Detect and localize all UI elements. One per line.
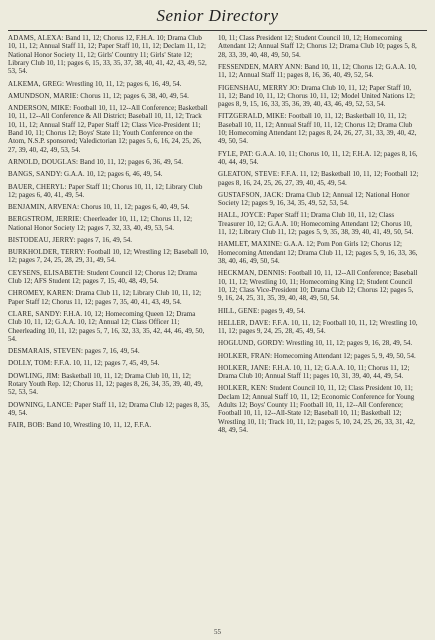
student-activities: Band 10, 11, 12; Chorus 12; G.A.A. 10, 11, 12; Annual Staff 11; pages 8, 16, 36, 40, 49, 52, 54.: [218, 62, 417, 80]
student-name: BANGS, SANDY:: [8, 170, 63, 179]
directory-entry: [218, 191, 420, 208]
student-activities: F.H.A. 10, 12; Homecoming Queen 12; Drama Club 10, 11, 12; G.A.A. 10, 12; Annual 12; Class Officer 11; Cheerleading 10, 11, 12; pages 5, 7, 16, 32, 33, 35, 42, 44, 46, 49, 50, 54.: [8, 309, 205, 343]
directory-entry: [218, 211, 420, 236]
directory-entry: [8, 269, 210, 286]
student-activities: G.A.A. 10, 11; Chorus 10, 11, 12; F.H.A. 12; pages 8, 16, 40, 44, 49, 54.: [218, 149, 418, 167]
student-name: BISTODEAU, JERRY:: [8, 235, 76, 244]
student-activities: G.A.A. 10, 12; pages 6, 46, 49, 54.: [62, 170, 163, 179]
student-name: HOLKER, KEN:: [218, 384, 268, 393]
directory-entry: [218, 112, 420, 145]
student-activities: Football 10, 11, 12; Basketball 10, 11, 12; Baseball 10, 11, 12; Annual Staff 10, 11, 12; Chorus 12; Drama Club 10; Homecoming Attendant 12; pages 8, 24, 26, 27, 31, 33, 39, 40, 42, 49, 50, 54.: [218, 112, 417, 146]
directory-entry: [8, 104, 210, 154]
student-name: FYLE, PAT:: [218, 149, 254, 158]
student-activities: Paper Staff 11; Chorus 10, 11, 12; Library Club 12; pages 6, 40, 41, 49, 54.: [8, 182, 203, 199]
student-name: HAMLET, MAXINE:: [218, 240, 282, 249]
student-activities: Band 10, Wrestling 10, 11, 12, F.F.A.: [44, 421, 152, 430]
student-activities: pages 7, 16, 49, 54.: [83, 347, 140, 356]
directory-entry: [218, 307, 420, 315]
student-name: AMUNDSON, MARIE:: [8, 91, 79, 100]
directory-entry: [218, 150, 420, 167]
student-activities: Football 10, 11, 12--All Conference; Baseball 10, 11, 12; Wrestling 10, 11; Homecoming King 12; Student Council 10, 12; Class Vice-President 10; Drama Club 12; Chorus 12; pages 5, 9, 16, 24, 25, 31, 35, 39, 40, 48, 49, 50, 54.: [218, 269, 418, 303]
student-name: HECKMAN, DENNIS:: [218, 269, 287, 278]
student-name: DOWLING, JIM:: [8, 371, 60, 380]
student-activities: Student Council 12; Chorus 12; Drama Club 12; AFS Student 12; pages 7, 15, 40, 48, 49, 54.: [8, 268, 198, 286]
student-name: CEYSENS, ELISABETH:: [8, 268, 86, 277]
directory-entry: [8, 310, 210, 343]
directory-entry: [8, 215, 210, 232]
student-activities: Chorus 11, 12; pages 6, 38, 40, 49, 54.: [78, 91, 189, 100]
directory-entry: [218, 170, 420, 187]
directory-entry: [8, 183, 210, 200]
student-activities: G.A.A. 12; Pom Pon Girls 12; Chorus 12; Homecoming Attendant 12; Drama Club 11, 12; pages 5, 9, 16, 33, 36, 38, 40, 46, 49, 50, 54.: [218, 240, 418, 266]
directory-entry: [218, 269, 420, 302]
student-activities: Basketball 10, 11, 12; Drama Club 10, 11, 12; Rotary Youth Rep. 12; Chorus 11, 12; pages 8, 26, 34, 35, 39, 40, 49, 52, 53, 54.: [8, 371, 203, 397]
student-name: FESSENDEN, MARY ANN:: [218, 62, 303, 71]
student-name: CHROMEY, KAREN:: [8, 289, 74, 298]
directory-entry: [218, 84, 420, 109]
page-title: Senior Directory: [156, 6, 279, 25]
student-name: BURKHOLDER, TERRY:: [8, 248, 86, 257]
directory-entry: [8, 248, 210, 265]
student-activities: pages 9, 49, 54.: [259, 306, 306, 315]
directory-entry: [8, 372, 210, 397]
student-activities: Drama Club 10, 11, 12; Paper Staff 10, 11, 12; Band 10, 11, 12; Chorus 10, 11, 12; Model United Nations 12; pages 8, 9, 15, 16, 33, 35, 36, 39, 40, 43, 46, 49, 52, 53, 54.: [218, 83, 415, 109]
student-name: ADAMS, ALEXA:: [8, 34, 64, 42]
directory-entry: [218, 319, 420, 336]
student-name: BERGSTROM, JERRIE:: [8, 215, 82, 224]
student-name: DOLLY, TOM:: [8, 359, 53, 368]
directory-entry: [8, 80, 210, 88]
student-activities: Drama Club 11, 12; Library Club 10, 11, 12; Paper Staff 12; Chorus 11, 12; pages 7, 35, 40, 41, 43, 49, 54.: [8, 289, 202, 306]
student-name: ANDERSON, MIKE:: [8, 104, 72, 113]
student-activities: F.F.A. 11, 12; Basketball 10, 11, 12; Football 12; pages 8, 16, 24, 25, 26, 27, 39, 40, 45, 49, 54.: [218, 170, 419, 187]
directory-entry: [8, 92, 210, 100]
student-name: FAIR, BOB:: [8, 421, 45, 430]
directory-entry: [218, 34, 420, 59]
student-activities: Band 10, 11, 12; pages 6, 36, 49, 54.: [78, 158, 183, 167]
student-name: DOWNING, LANCE:: [8, 400, 73, 409]
student-name: HELLER, DAVE:: [218, 318, 271, 327]
title-rule: [8, 30, 427, 31]
directory-entry: [8, 158, 210, 166]
student-activities: Paper Staff 11, 12; Drama Club 12; pages 8, 35, 49, 54.: [8, 400, 210, 417]
page-number: 55: [214, 628, 221, 636]
right-column: [218, 34, 420, 438]
student-activities: Wrestling 10, 11, 12; pages 9, 16, 28, 49, 54.: [284, 339, 413, 348]
directory-entry: [8, 170, 210, 178]
student-activities: F.F.A. 10, 11, 12; Football 10, 11, 12; Wrestling 10, 11, 12; pages 9, 24, 25, 28, 45, 49, 54.: [218, 318, 418, 336]
student-activities: F.H.A. 10, 11, 12; G.A.A. 10, 11; Chorus 11, 12; Drama Club 10; Annual Staff 11; pages 10, 31, 39, 40, 44, 49, 54.: [218, 363, 410, 381]
student-activities: Wrestling 10, 11, 12; pages 6, 16, 49, 54.: [64, 79, 182, 88]
directory-entry: [8, 203, 210, 211]
student-name: HOLKER, FRAN:: [218, 351, 273, 360]
student-activities: 10, 11; Class President 12; Student Council 10, 12; Homecoming Attendant 12; Annual Staff 12; Chorus 12; Drama Club 10; pages 5, 8, 28, 33, 39, 40, 48, 49, 50, 54.: [218, 34, 417, 59]
directory-entry: [8, 359, 210, 367]
student-name: ARNOLD, DOUGLAS:: [8, 158, 79, 167]
student-activities: F.F.A. 10, 11, 12; pages 7, 45, 49, 54.: [52, 359, 160, 368]
student-name: BENJAMIN, ARVENA:: [8, 203, 80, 212]
student-activities: Football 10, 12; Wrestling 12; Baseball 10, 12; pages 7, 24, 25, 28, 29, 31, 49, 54.: [8, 248, 209, 265]
student-name: GLEATON, STEVE:: [218, 170, 280, 179]
student-name: HILL, GENE:: [218, 306, 260, 315]
directory-entry: [218, 63, 420, 80]
student-activities: Drama Club 12; Annual 12; National Honor Society 12; pages 9, 16, 34, 35, 49, 52, 53, 54.: [218, 190, 410, 208]
student-name: CLARE, SANDY:: [8, 309, 62, 318]
directory-entry: [218, 352, 420, 360]
directory-entry: [8, 401, 210, 418]
student-activities: Band 11, 12; Chorus 12, F.H.A. 10; Drama Club 10, 11, 12; Annual Staff 11, 12; Paper Staff 10, 11, 12; Declam 11, 12; National Honor Society 11, 12; Girls' Country 11; Girls' State 12; Library Club 10, 11; pages 6, 15, 33, 35, 37, 38, 40, 41, 42, 43, 49, 52, 53, 54.: [8, 34, 207, 76]
student-name: HOLKER, JANE:: [218, 363, 271, 372]
student-name: FIGENSHAU, MERRY JO:: [218, 83, 300, 92]
student-activities: Chorus 10, 11, 12; pages 6, 40, 49, 54.: [79, 203, 190, 212]
directory-entry: [8, 347, 210, 355]
student-activities: Football 10, 11, 12--All Conference; Basketball 10, 11, 12--All Conference & All District; Baseball 10, 11, 12; Track 10, 11, 12; Annual Staff 12, Paper Staff 12; Class Vice-President 11; Band 10, 11; Chorus 12; Boys' State 11; Youth Conference on the Atom, N.S.P. sponsored; Valedictorian 12; pages 5, 6, 16, 24, 25, 26, 27, 39, 40, 42, 49, 53, 54.: [8, 104, 208, 154]
student-name: HOGLUND, GORDY:: [218, 339, 285, 348]
directory-entry: [218, 240, 420, 265]
student-name: BAUER, CHERYL:: [8, 182, 67, 191]
student-activities: Paper Staff 11; Drama Club 10, 11, 12; Class Treasurer 10, 12; G.A.A. 10; Homecoming Attendant 12; Chorus 10, 11, 12; Library Club 11, 12; pages 5, 9, 35, 38, 39, 40, 41, 49, 50, 54.: [218, 211, 414, 237]
student-name: HALL, JOYCE:: [218, 211, 266, 220]
student-activities: Student Council 10, 11, 12; Class President 10, 11; Declam 12; Annual Staff 10, 11, 12; Economic Conference for Young Adults 12; Boys' County 11; Football 10, 11, 12--All Conference; Football 10, 11, 12--All-State 12; Baseball 10, 11; Basketball 12; Wrestling 10, 11; Track 10, 11, 12; pages 5, 10, 24, 25, 26, 33, 31, 42, 48, 49, 54.: [218, 384, 415, 435]
student-activities: Cheerleader 10, 11, 12; Chorus 11, 12; National Honor Society 12; pages 7, 32, 33, 40, 49, 53, 54.: [8, 215, 193, 232]
student-name: GUSTAFSON, JACK:: [218, 190, 284, 199]
directory-entry: [8, 289, 210, 306]
directory-entry: [8, 34, 210, 76]
student-name: ALKEMA, GREG:: [8, 79, 65, 88]
student-name: DESMARAIS, STEVEN:: [8, 347, 84, 356]
student-name: FITZGERALD, MIKE:: [218, 112, 287, 121]
student-activities: Homecoming Attendant 12; pages 5, 9, 49, 50, 54.: [272, 351, 416, 360]
directory-entry: [218, 384, 420, 434]
directory-entry: [218, 339, 420, 347]
student-activities: pages 7, 16, 49, 54.: [75, 235, 133, 244]
directory-entry: [8, 236, 210, 244]
directory-entry: [218, 364, 420, 381]
left-column: [8, 34, 210, 433]
directory-entry: [8, 421, 210, 429]
